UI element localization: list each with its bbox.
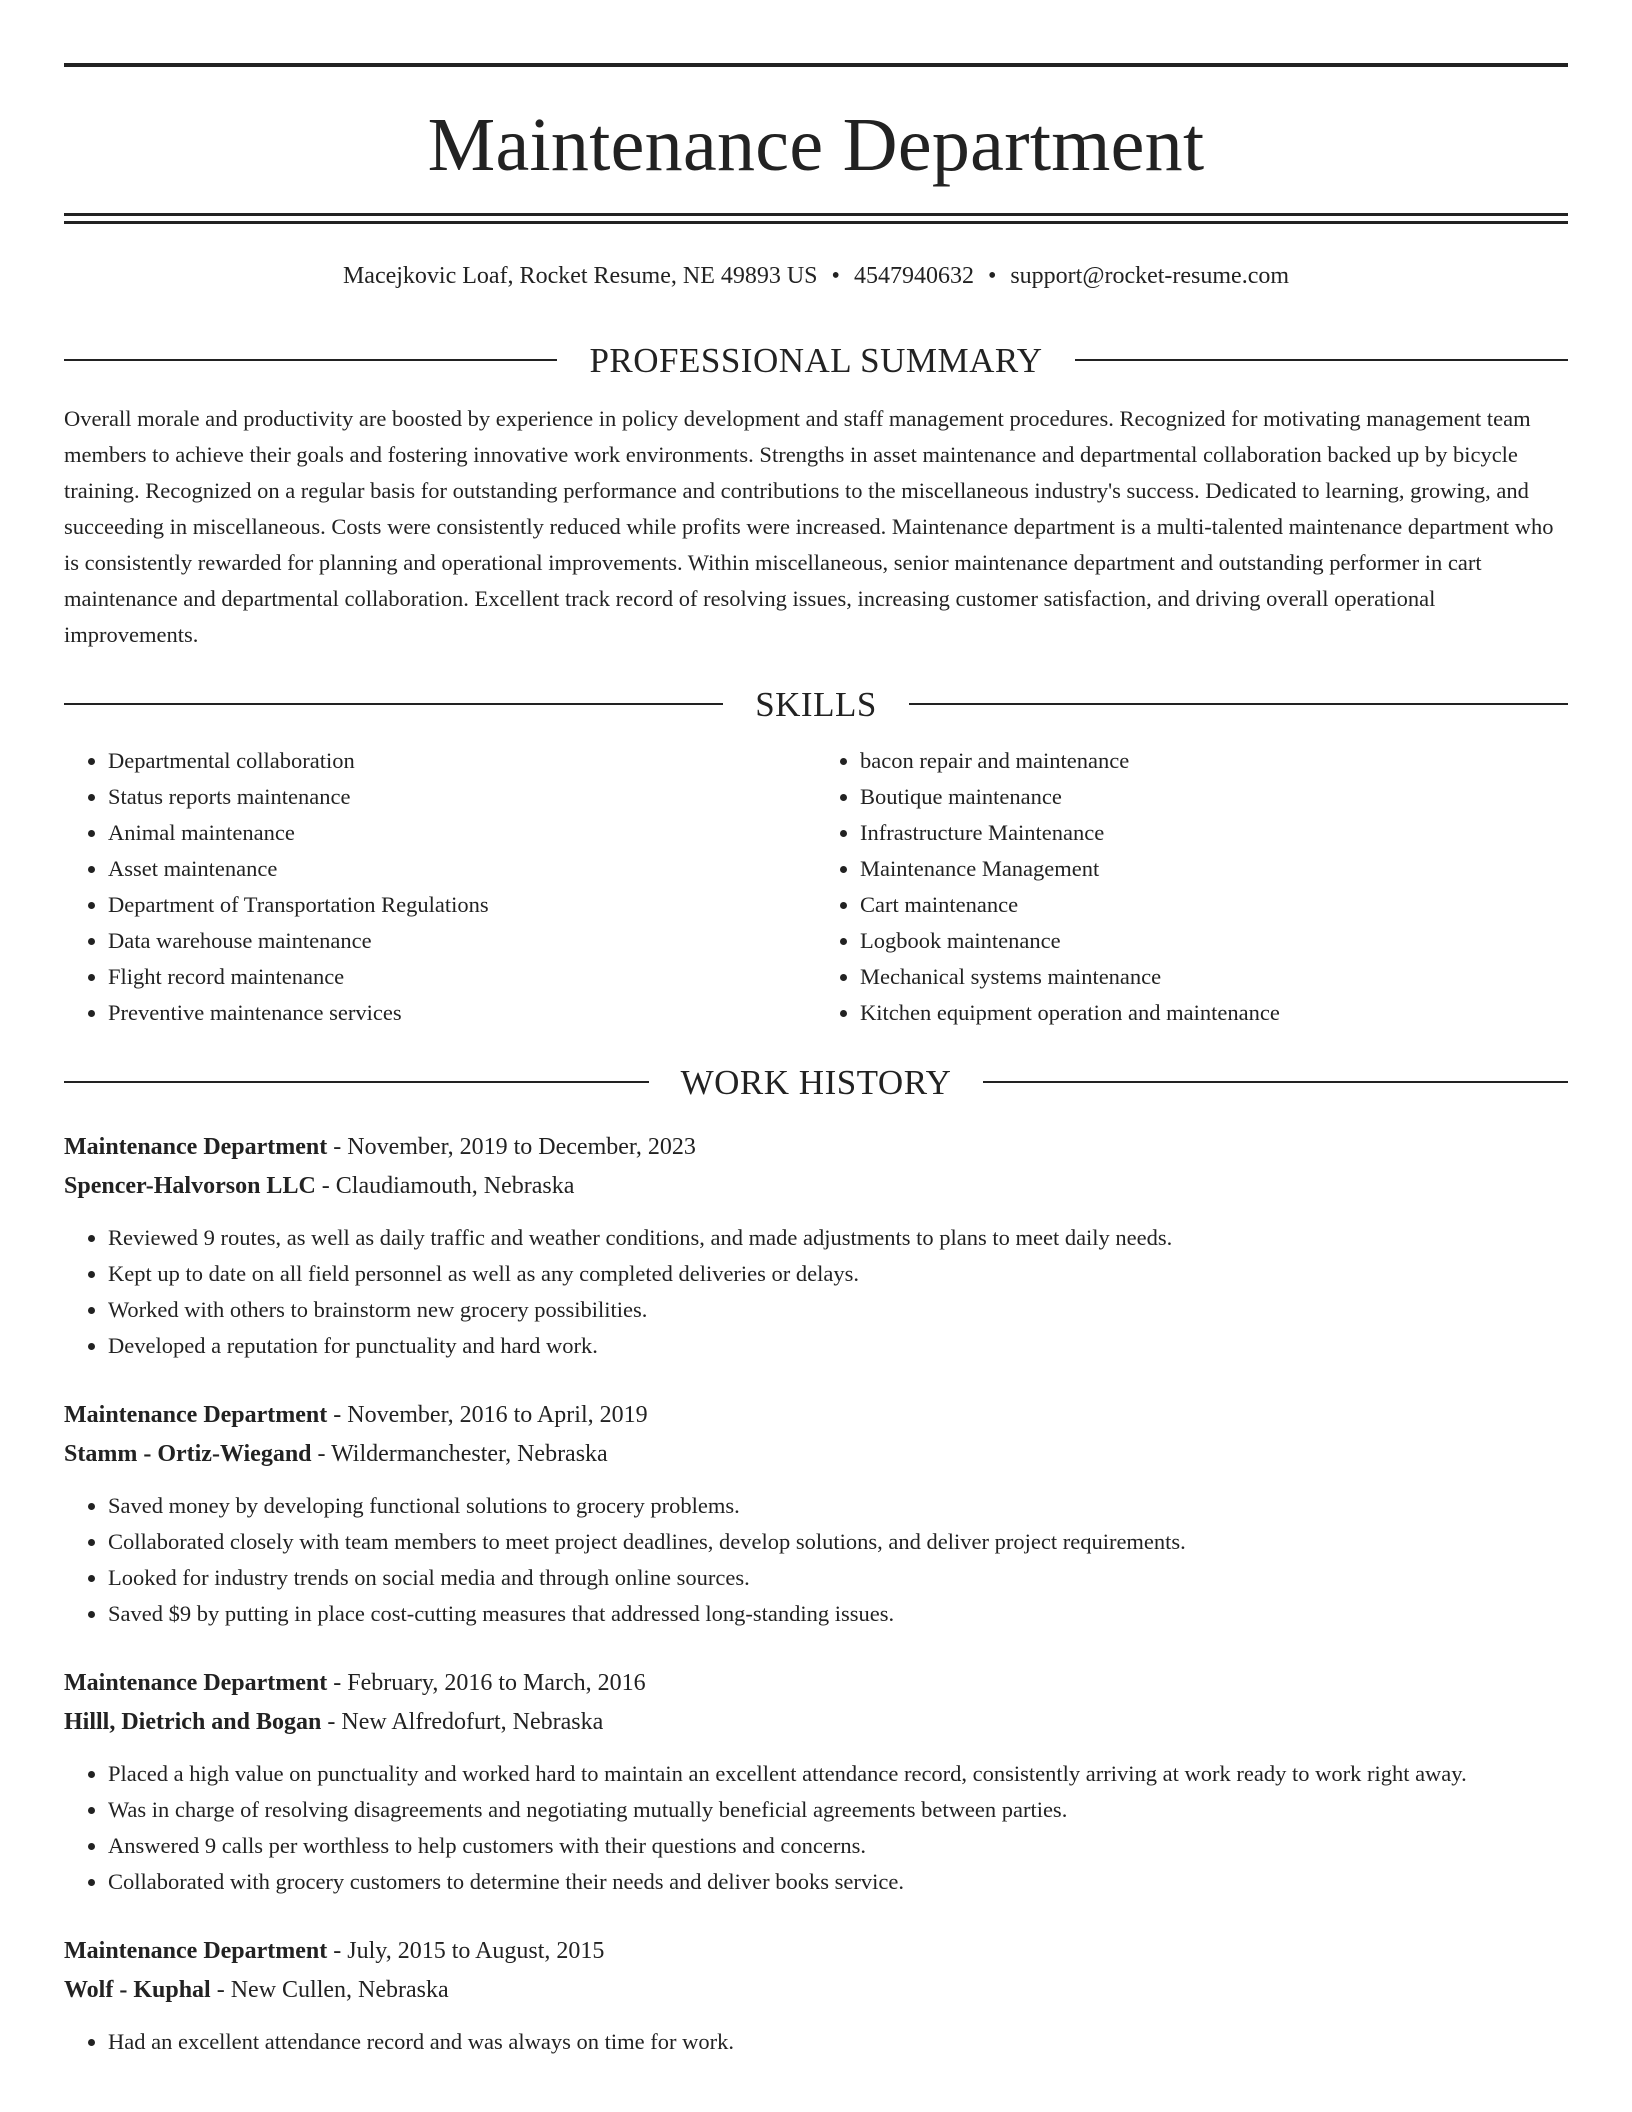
skill-item: • Logbook maintenance [860, 923, 1568, 959]
job-bullet: • Had an excellent attendance record and was always on time for work. [108, 2024, 1568, 2060]
skill-item: • bacon repair and maintenance [860, 743, 1568, 779]
job-bullet: • Looked for industry trends on social media and through online sources. [108, 1560, 1568, 1596]
job-bullets [64, 1220, 1568, 1364]
dash: - [327, 1133, 348, 1160]
job-bullets [64, 1488, 1568, 1632]
dash: - [327, 1937, 348, 1964]
job-entry [64, 1932, 1568, 2060]
job-company: Wolf - Kuphal [64, 1976, 211, 2003]
job-company-line [64, 1435, 1568, 1474]
job-bullet: • Saved money by developing functional solutions to grocery problems. [108, 1488, 1568, 1524]
job-title: Maintenance Department [64, 1133, 328, 1160]
heading-rule [983, 1081, 1568, 1083]
dash: - [315, 1172, 336, 1199]
dash: - [327, 1669, 348, 1696]
job-entry [64, 1396, 1568, 1632]
skill-item: • Kitchen equipment operation and maintenance [860, 995, 1568, 1031]
section-heading-summary [64, 340, 1568, 380]
skill-item: • Boutique maintenance [860, 779, 1568, 815]
job-bullet: • Worked with others to brainstorm new grocery possibilities. [108, 1292, 1568, 1328]
skill-item: • Asset maintenance [108, 851, 816, 887]
section-title: SKILLS [755, 684, 877, 724]
skills-column-right [816, 743, 1568, 1031]
job-company-line [64, 1167, 1568, 1206]
job-location: New Alfredofurt, Nebraska [341, 1708, 604, 1735]
resume-name: Maintenance Department [427, 103, 1205, 187]
skill-item: • Animal maintenance [108, 815, 816, 851]
heading-rule [1075, 359, 1568, 361]
contact-separator: • [987, 263, 997, 289]
job-bullet: • Answered 9 calls per worthless to help customers with their questions and concerns. [108, 1828, 1568, 1864]
job-company-line [64, 1971, 1568, 2010]
job-title: Maintenance Department [64, 1669, 328, 1696]
job-title: Maintenance Department [64, 1937, 328, 1964]
job-bullet: • Developed a reputation for punctuality and hard work. [108, 1328, 1568, 1364]
skill-item: • Mechanical systems maintenance [860, 959, 1568, 995]
job-title-line [64, 1932, 1568, 1971]
job-entry [64, 1128, 1568, 1364]
job-bullet: • Saved $9 by putting in place cost-cutting measures that addressed long-standing issues. [108, 1596, 1568, 1632]
skill-item: • Infrastructure Maintenance [860, 815, 1568, 851]
contact-email: support@rocket-resume.com [1010, 263, 1290, 289]
heading-rule [909, 703, 1568, 705]
job-company: Stamm - Ortiz-Wiegand [64, 1440, 312, 1467]
job-location: Claudiamouth, Nebraska [335, 1172, 575, 1199]
dash: - [327, 1401, 348, 1428]
dash: - [311, 1440, 332, 1467]
section-title: WORK HISTORY [680, 1062, 952, 1102]
section-title: PROFESSIONAL SUMMARY [589, 340, 1043, 380]
heading-rule [64, 359, 557, 361]
dash: - [210, 1976, 231, 2003]
job-entry [64, 1664, 1568, 1900]
skills-list [64, 743, 1568, 1031]
skill-item: • Flight record maintenance [108, 959, 816, 995]
skill-item: • Cart maintenance [860, 887, 1568, 923]
top-rule [64, 63, 1568, 67]
job-company-line [64, 1703, 1568, 1742]
skill-item: • Data warehouse maintenance [108, 923, 816, 959]
contact-address: Macejkovic Loaf, Rocket Resume, NE 49893 US [342, 263, 818, 289]
job-bullet: • Collaborated with grocery customers to determine their needs and deliver books service. [108, 1864, 1568, 1900]
job-title-line [64, 1128, 1568, 1167]
skills-column-left [64, 743, 816, 1031]
skill-item: • Department of Transportation Regulations [108, 887, 816, 923]
job-bullet: • Reviewed 9 routes, as well as daily traffic and weather conditions, and made adjustments to plans to meet daily needs. [108, 1220, 1568, 1256]
job-bullet: • Was in charge of resolving disagreements and negotiating mutually beneficial agreements between parties. [108, 1792, 1568, 1828]
heading-rule [64, 703, 723, 705]
heading-rule [64, 1081, 649, 1083]
skill-item: • Maintenance Management [860, 851, 1568, 887]
skill-item: • Preventive maintenance services [108, 995, 816, 1031]
dash: - [321, 1708, 342, 1735]
job-dates: November, 2019 to December, 2023 [347, 1133, 696, 1160]
job-title-line [64, 1664, 1568, 1703]
section-heading-skills [64, 684, 1568, 724]
job-bullet: • Collaborated closely with team members to meet project deadlines, develop solutions, and deliver project requirements. [108, 1524, 1568, 1560]
job-company: Hilll, Dietrich and Bogan [64, 1708, 322, 1735]
job-bullets [64, 2024, 1568, 2060]
skill-item: • Departmental collaboration [108, 743, 816, 779]
job-company: Spencer-Halvorson LLC [64, 1172, 316, 1199]
contact-separator: • [831, 263, 840, 289]
job-dates: November, 2016 to April, 2019 [347, 1401, 648, 1428]
job-dates: July, 2015 to August, 2015 [347, 1937, 605, 1964]
job-bullet: • Kept up to date on all field personnel as well as any completed deliveries or delays. [108, 1256, 1568, 1292]
contact-phone: 4547940632 [853, 263, 974, 289]
skill-item: • Status reports maintenance [108, 779, 816, 815]
section-heading-work-history [64, 1062, 1568, 1102]
double-rule [64, 213, 1568, 224]
summary-text: Overall morale and productivity are boosted by experience in policy development and staff management procedures. Recognized for motivating management team members to achieve their goals and fostering innovative work environments. Strengths in asset maintenance and departmental collaboration backed up by bicycle training. Recognized on a regular basis for outstanding performance and contributions to the miscellaneous industry's success. Dedicated to learning, growing, and succeeding in miscellaneous. Costs were consistently reduced while profits were increased. Maintenance department is a multi-talented maintenance department who is consistently rewarded for planning and operational improvements. Within miscellaneous, senior maintenance department and outstanding performer in cart maintenance and departmental collaboration. Excellent track record of resolving issues, increasing customer satisfaction, and driving overall operational improvements. [64, 405, 1554, 647]
job-title: Maintenance Department [64, 1401, 328, 1428]
job-location: New Cullen, Nebraska [230, 1976, 449, 2003]
job-location: Wildermanchester, Nebraska [331, 1440, 608, 1467]
job-bullets [64, 1756, 1568, 1900]
job-dates: February, 2016 to March, 2016 [347, 1669, 646, 1696]
job-title-line [64, 1396, 1568, 1435]
job-bullet: • Placed a high value on punctuality and worked hard to maintain an excellent attendance record, consistently arriving at work ready to work right away. [108, 1756, 1568, 1792]
contact-line [64, 262, 1568, 291]
